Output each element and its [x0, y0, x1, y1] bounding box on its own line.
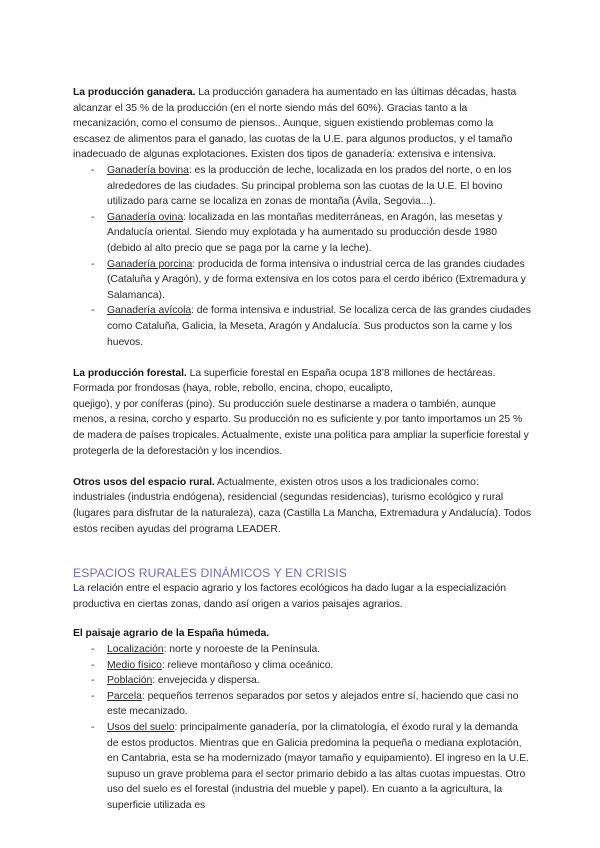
list-item [73, 720, 532, 814]
forestal-title: La producción forestal. [73, 367, 187, 379]
list-item [73, 642, 532, 658]
otros-text: Actualmente, existen otros usos a los tradicionales como: industriales (industria endógena), residencial (segundas residencias), turismo ecológico y rural (lugares para disfrutar de la naturaleza), caza (Castilla La Mancha, Extremadura y Andalucía). Todos estos reciben ayudas del programa LEADER. [73, 476, 532, 535]
list-item-term: Medio físico [107, 659, 162, 671]
list-item [73, 673, 532, 689]
list-item [73, 689, 532, 720]
list-item-text: : producida de forma intensiva o industrial cerca de las grandes ciudades (Cataluña y Aragón), y de forma extensiva en los cotos para el cerdo ibérico (Extremadura y Salamanca). [107, 258, 526, 301]
list-item-term: Ganadería ovina [107, 211, 184, 223]
list-item [73, 163, 532, 210]
list-item-term: Usos del suelo [107, 721, 175, 733]
section-heading: ESPACIOS RURALES DINÁMICOS Y EN CRISIS [73, 566, 348, 581]
list-item-text: : relieve montañoso y clima oceánico. [161, 659, 334, 671]
list-item-text: : norte y noroeste de la Península. [163, 644, 321, 655]
forestal-line2: Formada por frondosas (haya, roble, rebollo, encina, chopo, eucalipto, [73, 383, 393, 395]
otros-paragraph [73, 475, 532, 537]
forestal-line1: La superficie forestal en España ocupa 18’8 millones de hectáreas. [186, 367, 496, 379]
list-item [73, 303, 532, 350]
forestal-rest: quejigo), y por coníferas (pino). Su producción suele destinarse a madera o también, aunque menos, a resina, corcho y esparto. Su producción no es suficiente y por tanto importamos un 25 % de madera de países tropicales. Actualmente, existe una política para ampliar la superficie forestal y protegerla de la deforestación y los incendios. [73, 398, 529, 457]
list-item-term: Ganadería bovina [107, 164, 189, 176]
list-item-term: Población [107, 675, 153, 687]
forestal-paragraph [73, 366, 532, 460]
list-item-text: : pequeños terrenos separados por setos y alejados entre sí, haciendo que casi no este mecanizado. [107, 690, 519, 718]
ganadera-title: La producción ganadera. [73, 87, 196, 98]
list-item-text: : localizada en las montañas mediterráneas, en Aragón, las mesetas y Andalucía oriental. Siendo muy explotada y ha aumentado su producción desde 1980 (debido al alto precio que se paga por la carne y la leche). [107, 211, 503, 254]
list-item [73, 210, 532, 257]
humeda-title-line [73, 626, 532, 642]
section-intro: La relación entre el espacio agrario y los factores ecológicos ha dado lugar a la especialización productiva en ciertas zonas, dando así origen a varios paisajes agrarios. [73, 583, 506, 610]
otros-title: Otros usos del espacio rural. [73, 476, 215, 488]
list-item-term: Ganadería avícola [107, 305, 192, 317]
list-item [73, 658, 532, 674]
list-item-term: Localización [107, 644, 164, 655]
list-item-term: Ganadería porcina [107, 258, 193, 270]
list-item-term: Parcela [107, 690, 142, 702]
list-item-text: : principalmente ganadería, por la climatología, el éxodo rural y la demanda de estos productos. Mientras que en Galicia predomina la pequeña o mediana explotación, en Cantabria, esta se ha modernizado (mayor tamaño y equipamiento). El ingreso en la U.E. supuso un grave problema para el sector primario debido a las altas cuotas impuestas. Otro uso del suelo es el forestal (industria del mueble y papel). En cuanto a la agricultura, la superficie utilizada es [107, 721, 529, 811]
humeda-title: El paisaje agrario de la España húmeda. [73, 628, 270, 640]
list-item [73, 257, 532, 304]
list-item-text: : envejecida y dispersa. [152, 675, 260, 687]
ganadera-paragraph [73, 85, 532, 163]
list-item-text: : es la producción de leche, localizada en los prados del norte, o en los alrededores de las ciudades. Su principal problema son las cuotas de la U.E. El bovino utilizado para carne se localiza en zonas de montaña (Ávila, Segovia...). [107, 164, 512, 208]
humeda-list [73, 642, 532, 814]
ganadera-list [73, 163, 532, 350]
ganadera-intro: La producción ganadera ha aumentado en las últimas décadas, hasta alcanzar el 35 % de la producción (en el norte siendo más del 60%). Gracias tanto a la mecanización, como el consumo de piensos.. Aunque, siguen existiendo problemas como la escasez de alimentos para el ganado, las cuotas de la U.E. para algunos productos, y el tamaño inadecuado de algunas explotaciones. Existen dos tipos de ganadería: extensiva e intensiva. [73, 87, 517, 161]
list-item-text: : de forma intensiva e industrial. Se localiza cerca de las grandes ciudades como Cataluña, Galicia, la Meseta, Aragón y Andalucía. Sus productos son la carne y los huevos. [107, 305, 531, 348]
